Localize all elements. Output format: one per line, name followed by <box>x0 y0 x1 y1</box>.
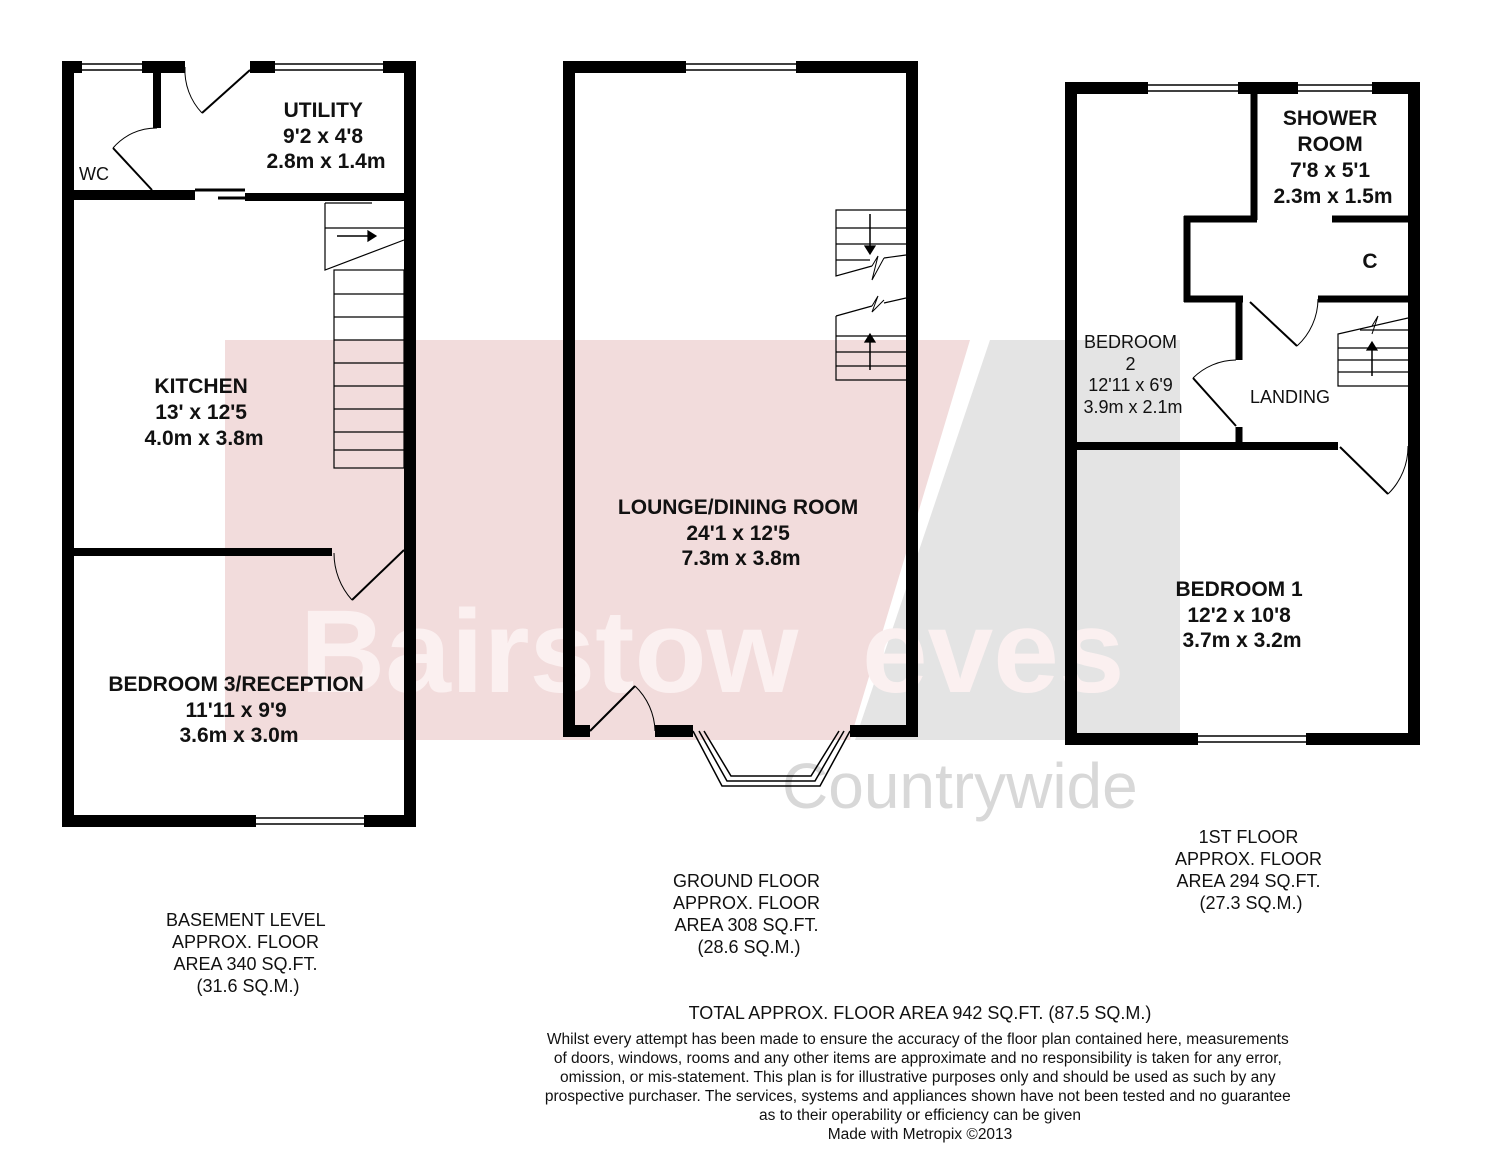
lounge-label: LOUNGE/DINING ROOM 24'1 x 12'5 7.3m x 3.8m <box>617 496 859 570</box>
watermark-brand-secondary: eves <box>862 586 1125 718</box>
basement-window-utility <box>275 61 383 73</box>
first-bedroom1-door-arc <box>1388 446 1408 494</box>
utility-label: UTILITY 9'2 x 4'8 2.8m x 1.4m <box>266 99 386 173</box>
bedroom1-label: BEDROOM 1 12'2 x 10'8 3.7m x 3.2m <box>1175 578 1303 652</box>
first-window-bedroom2 <box>1148 82 1238 94</box>
first-cupboard-door <box>1250 302 1297 346</box>
landing-label: LANDING <box>1249 387 1331 407</box>
basement-wc-door-arc <box>113 128 157 148</box>
ground-caption: GROUND FLOOR APPROX. FLOOR AREA 308 SQ.FT. (28.6 SQ.M.) <box>672 871 821 957</box>
cupboard-label: C <box>1362 250 1378 273</box>
disclaimer: Whilst every attempt has been made to ensure the accuracy of the floor plan contained here, measurements of doors, windows, rooms and any other items are approximate and no responsibility is taken for any error, omission, or mis-statement. This plan is for illustrative purposes only and should be used as such by any prospective purchaser. The services, systems and appliances shown have not been tested and no guarantee as to their operability or efficiency can be given <box>544 1031 1291 1124</box>
total-area: TOTAL APPROX. FLOOR AREA 942 SQ.FT. (87.5 SQ.M.) <box>688 1003 1152 1023</box>
wc-label: WC <box>79 164 109 184</box>
first-cupboard-door-arc <box>1297 299 1318 346</box>
basement-wc-door <box>113 148 152 190</box>
basement-entrance-door <box>202 70 250 113</box>
first-window-bedroom1 <box>1198 733 1306 745</box>
watermark-brand-primary: Bairstow <box>300 586 799 718</box>
first-window-shower <box>1298 82 1372 94</box>
bedroom3-label: BEDROOM 3/RECEPTION 11'11 x 9'9 3.6m x 3.0m <box>108 673 364 747</box>
bedroom2-label: BEDROOM 2 12'11 x 6'9 3.9m x 2.1m <box>1083 332 1183 417</box>
basement-window-bedroom3 <box>256 815 364 827</box>
metropix-credit: Made with Metropix ©2013 <box>827 1126 1013 1143</box>
shower-room-label: SHOWER ROOM 7'8 x 5'1 2.3m x 1.5m <box>1273 107 1393 208</box>
floor-captions <box>166 827 1327 996</box>
kitchen-label: KITCHEN 13' x 12'5 4.0m x 3.8m <box>144 375 264 450</box>
first-bedroom2-door-arc <box>1193 360 1236 378</box>
first-caption: 1ST FLOOR APPROX. FLOOR AREA 294 SQ.FT. (27.3 SQ.M.) <box>1174 827 1323 913</box>
ground-window-top <box>686 61 796 73</box>
basement-entrance-door-arc <box>185 67 202 113</box>
first-bedroom2-door <box>1193 378 1236 426</box>
footer <box>545 1003 1295 1143</box>
basement-window-wc <box>82 61 142 73</box>
basement-caption: BASEMENT LEVEL APPROX. FLOOR AREA 340 SQ.FT. (31.6 SQ.M.) <box>165 910 326 996</box>
watermark-sub: Countrywide <box>782 750 1138 822</box>
first-stairs <box>1338 316 1408 386</box>
first-bedroom1-door <box>1340 447 1388 494</box>
